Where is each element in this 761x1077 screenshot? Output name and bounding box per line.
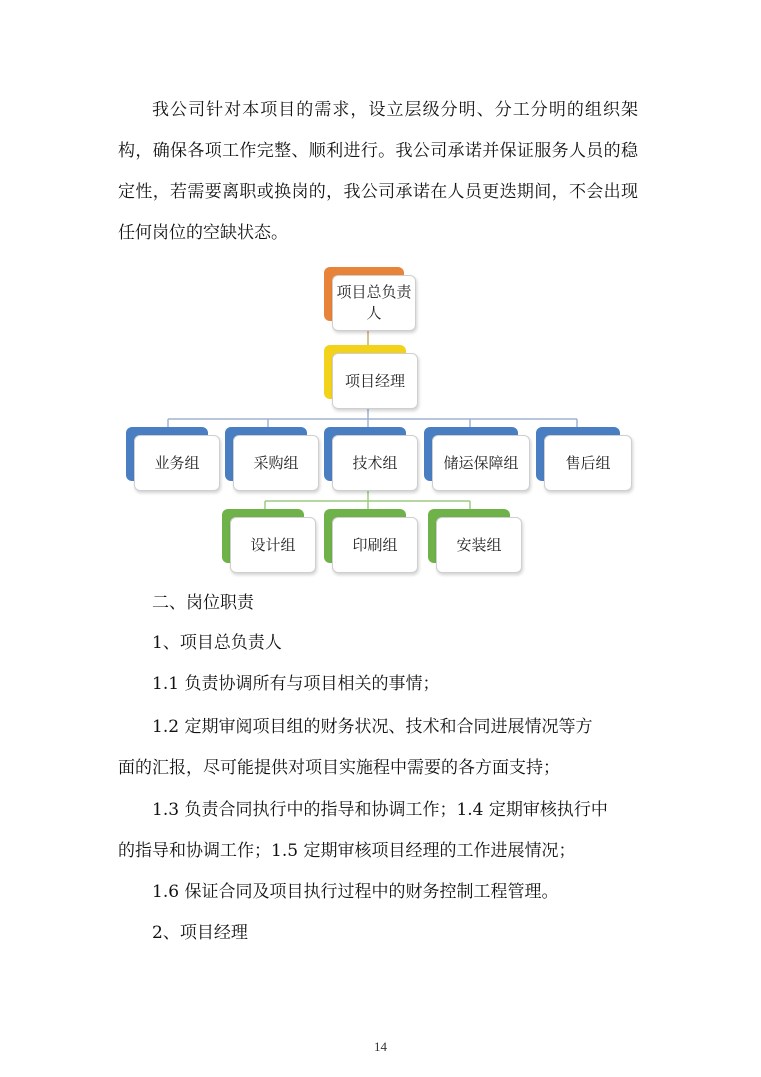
org-node-group <box>536 427 630 489</box>
org-node-group <box>424 427 528 489</box>
section-heading: 二、岗位职责 <box>152 593 254 613</box>
subsection-heading-2: 2、项目经理 <box>152 923 248 943</box>
org-node-subgroup-label: 安装组 <box>436 517 522 573</box>
org-node-group <box>225 427 317 489</box>
list-item-1-3-line2: 的指导和协调工作；1.5 定期审核项目经理的工作进展情况； <box>118 841 576 861</box>
org-node-group-label: 技术组 <box>332 435 418 491</box>
org-node-group <box>324 427 416 489</box>
subsection-heading-1: 1、项目总负责人 <box>152 633 282 653</box>
list-item-1-6: 1.6 保证合同及项目执行过程中的财务控制工程管理。 <box>152 882 559 902</box>
org-node-group-label: 售后组 <box>544 435 632 491</box>
org-node-manager-label: 项目经理 <box>332 353 418 409</box>
org-node-group <box>126 427 218 489</box>
org-node-top-label: 项目总负责人 <box>332 275 416 331</box>
list-item-1-2-line1: 1.2 定期审阅项目组的财务状况、技术和合同进展情况等方 <box>152 717 593 737</box>
intro-paragraph: 我公司针对本项目的需求，设立层级分明、分工分明的组织架构，确保各项工作完整、顺利进行。我公司承诺并保证服务人员的稳定性，若需要离职或换岗的，我公司承诺在人员更迭期间，不会出现任何岗位的空缺状态。 <box>118 100 638 243</box>
list-item-1-3-line1: 1.3 负责合同执行中的指导和协调工作；1.4 定期审核执行中 <box>152 800 608 820</box>
org-node-group-label: 储运保障组 <box>432 435 530 491</box>
org-node-subgroup-label: 设计组 <box>230 517 316 573</box>
org-node-subgroup <box>428 509 520 571</box>
org-node-manager <box>324 345 416 407</box>
list-item-1-1: 1.1 负责协调所有与项目相关的事情； <box>152 674 440 694</box>
page-number: 14 <box>374 1039 387 1054</box>
org-node-subgroup-label: 印刷组 <box>332 517 418 573</box>
org-chart <box>120 265 640 575</box>
org-node-top <box>324 267 414 329</box>
org-node-group-label: 采购组 <box>233 435 319 491</box>
org-node-subgroup <box>324 509 416 571</box>
list-item-1-2-line2: 面的汇报，尽可能提供对项目实施程中需要的各方面支持； <box>118 758 560 778</box>
org-node-subgroup <box>222 509 314 571</box>
org-node-group-label: 业务组 <box>134 435 220 491</box>
